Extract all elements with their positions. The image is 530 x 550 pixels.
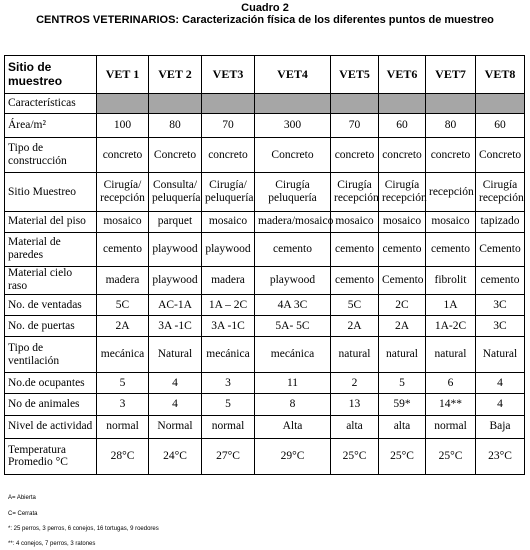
column-header: VET5 — [331, 56, 379, 94]
table-cell: Concreto — [255, 137, 331, 173]
shaded-cell — [476, 94, 525, 114]
table-cell: Cirugía peluquería — [255, 173, 331, 211]
table-cell: 3A -1C — [202, 316, 255, 337]
table-cell: 100 — [97, 114, 149, 137]
table-cell: 4A 3C — [255, 294, 331, 315]
table-cell: 25°C — [426, 438, 476, 474]
table-cell: 60 — [379, 114, 426, 137]
table-row — [5, 337, 525, 373]
header-row — [5, 56, 525, 94]
table-cell: 5 — [202, 394, 255, 415]
table-cell: 70 — [202, 114, 255, 137]
column-header: VET8 — [476, 56, 525, 94]
table-row — [5, 114, 525, 137]
table-row — [5, 373, 525, 394]
table-row — [5, 266, 525, 294]
table-cell: 59* — [379, 394, 426, 415]
table-cell: mosaico — [331, 211, 379, 232]
table-row — [5, 438, 525, 474]
table-cell: 300 — [255, 114, 331, 137]
column-header: VET3 — [202, 56, 255, 94]
table-cell: playwood — [202, 232, 255, 266]
table-cell: concreto — [426, 137, 476, 173]
table-cell: mecánica — [97, 337, 149, 373]
table-cell: concreto — [97, 137, 149, 173]
table-cell: 5C — [97, 294, 149, 315]
table-cell: Baja — [476, 415, 525, 438]
table-cell: 6 — [426, 373, 476, 394]
column-header: VET4 — [255, 56, 331, 94]
table-cell: cemento — [331, 232, 379, 266]
table-cell: mecánica — [202, 337, 255, 373]
table-caption-number: Cuadro 2 — [241, 2, 289, 14]
table-cell: Cirugía/ recepción — [97, 173, 149, 211]
column-header: VET7 — [426, 56, 476, 94]
row-label: Tipo de ventilación — [5, 337, 97, 373]
table-cell: Cirugía recepción — [379, 173, 426, 211]
characteristics-table — [4, 55, 525, 475]
footnote: *: 25 perros, 3 perros, 6 conejos, 16 tortugas, 9 roedores — [8, 526, 159, 532]
shaded-cell — [149, 94, 202, 114]
table-cell: cemento — [97, 232, 149, 266]
table-cell: 5C — [331, 294, 379, 315]
table-cell: mosaico — [379, 211, 426, 232]
table-row — [5, 394, 525, 415]
table-cell: Cemento — [476, 232, 525, 266]
table-row — [5, 137, 525, 173]
table-cell: 14** — [426, 394, 476, 415]
row-label: Sitio Muestreo — [5, 173, 97, 211]
table-cell: 4 — [476, 373, 525, 394]
table-cell: Consulta/ peluquería — [149, 173, 202, 211]
table-cell: 11 — [255, 373, 331, 394]
table-cell: cemento — [331, 266, 379, 294]
table-cell: cemento — [255, 232, 331, 266]
table-cell: cemento — [379, 232, 426, 266]
table-cell: 25°C — [379, 438, 426, 474]
table-cell: 4 — [476, 394, 525, 415]
table-cell: mosaico — [97, 211, 149, 232]
table-cell: normal — [97, 415, 149, 438]
table-cell: 80 — [149, 114, 202, 137]
table-cell: 3C — [476, 294, 525, 315]
row-label: Tipo de construcción — [5, 137, 97, 173]
table-cell: 27°C — [202, 438, 255, 474]
table-cell: 5 — [97, 373, 149, 394]
table-cell: 13 — [331, 394, 379, 415]
table-cell: 70 — [331, 114, 379, 137]
table-row — [5, 294, 525, 315]
table-cell: Cirugía recepción — [331, 173, 379, 211]
table-cell: playwood — [149, 266, 202, 294]
table-row — [5, 232, 525, 266]
table-cell: Alta — [255, 415, 331, 438]
table-cell: 2A — [379, 316, 426, 337]
table-row — [5, 173, 525, 211]
table-caption-title: CENTROS VETERINARIOS: Caracterización física de los diferentes puntos de muestreo — [36, 14, 494, 26]
table-cell: 2A — [97, 316, 149, 337]
table-cell: 23°C — [476, 438, 525, 474]
table-row — [5, 415, 525, 438]
table-cell: mosaico — [426, 211, 476, 232]
table-cell: 25°C — [331, 438, 379, 474]
table-cell: 4 — [149, 373, 202, 394]
table-cell: fibrolit — [426, 266, 476, 294]
section-label: Características — [5, 94, 97, 114]
table-cell: normal — [202, 415, 255, 438]
shaded-cell — [202, 94, 255, 114]
table-cell: 2C — [379, 294, 426, 315]
table-cell: concreto — [202, 137, 255, 173]
table-cell: Cirugía recepción — [476, 173, 525, 211]
table-cell: 3A -1C — [149, 316, 202, 337]
row-label: Material cielo raso — [5, 266, 97, 294]
row-label: No. de ventadas — [5, 294, 97, 315]
table-row — [5, 316, 525, 337]
table-cell: 80 — [426, 114, 476, 137]
shaded-cell — [426, 94, 476, 114]
row-label: No. de puertas — [5, 316, 97, 337]
table-cell: natural — [331, 337, 379, 373]
section-row — [5, 94, 525, 114]
table-cell: 2 — [331, 373, 379, 394]
table-cell: 60 — [476, 114, 525, 137]
table-cell: alta — [379, 415, 426, 438]
row-label: No.de ocupantes — [5, 373, 97, 394]
table-cell: cemento — [426, 232, 476, 266]
table-cell: concreto — [379, 137, 426, 173]
table-cell: 1A-2C — [426, 316, 476, 337]
table-cell: 3C — [476, 316, 525, 337]
row-label: Nivel de actividad — [5, 415, 97, 438]
table-cell: 4 — [149, 394, 202, 415]
row-label: Material de paredes — [5, 232, 97, 266]
table-cell: parquet — [149, 211, 202, 232]
shaded-cell — [97, 94, 149, 114]
table-cell: mosaico — [202, 211, 255, 232]
table-cell: 3 — [97, 394, 149, 415]
table-cell: recepción — [426, 173, 476, 211]
table-row — [5, 211, 525, 232]
table-cell: Natural — [476, 337, 525, 373]
table-cell: 29°C — [255, 438, 331, 474]
column-header: VET 1 — [97, 56, 149, 94]
table-cell: natural — [426, 337, 476, 373]
table-cell: 2A — [331, 316, 379, 337]
footnote: A= Abierta — [8, 495, 36, 501]
table-cell: 5 — [379, 373, 426, 394]
shaded-cell — [379, 94, 426, 114]
table-cell: natural — [379, 337, 426, 373]
table-cell: Concreto — [476, 137, 525, 173]
corner-header: Sitio de muestreo — [5, 56, 97, 94]
column-header: VET 2 — [149, 56, 202, 94]
row-label: No de animales — [5, 394, 97, 415]
table-cell: madera — [97, 266, 149, 294]
table-cell: cemento — [476, 266, 525, 294]
table-cell: madera/mosaico — [255, 211, 331, 232]
table-cell: 24°C — [149, 438, 202, 474]
footnote: C= Cerrata — [8, 511, 38, 517]
table-cell: concreto — [331, 137, 379, 173]
table-cell: Concreto — [149, 137, 202, 173]
row-label: Área/m² — [5, 114, 97, 137]
row-label: Material del piso — [5, 211, 97, 232]
table-cell: AC-1A — [149, 294, 202, 315]
table-cell: Normal — [149, 415, 202, 438]
table-cell: Cemento — [379, 266, 426, 294]
shaded-cell — [255, 94, 331, 114]
footnote: **: 4 conejos, 7 perros, 3 ratones — [8, 541, 96, 547]
table-cell: Cirugía/ peluquería — [202, 173, 255, 211]
table-cell: 3 — [202, 373, 255, 394]
table-cell: playwood — [149, 232, 202, 266]
table-cell: normal — [426, 415, 476, 438]
table-cell: tapizado — [476, 211, 525, 232]
table-cell: Natural — [149, 337, 202, 373]
table-cell: madera — [202, 266, 255, 294]
table-cell: alta — [331, 415, 379, 438]
table-cell: 8 — [255, 394, 331, 415]
column-header: VET6 — [379, 56, 426, 94]
table-cell: 5A- 5C — [255, 316, 331, 337]
table-cell: 28°C — [97, 438, 149, 474]
table-cell: playwood — [255, 266, 331, 294]
row-label: Temperatura Promedio °C — [5, 438, 97, 474]
table-cell: 1A – 2C — [202, 294, 255, 315]
table-cell: mecánica — [255, 337, 331, 373]
table-cell: 1A — [426, 294, 476, 315]
shaded-cell — [331, 94, 379, 114]
